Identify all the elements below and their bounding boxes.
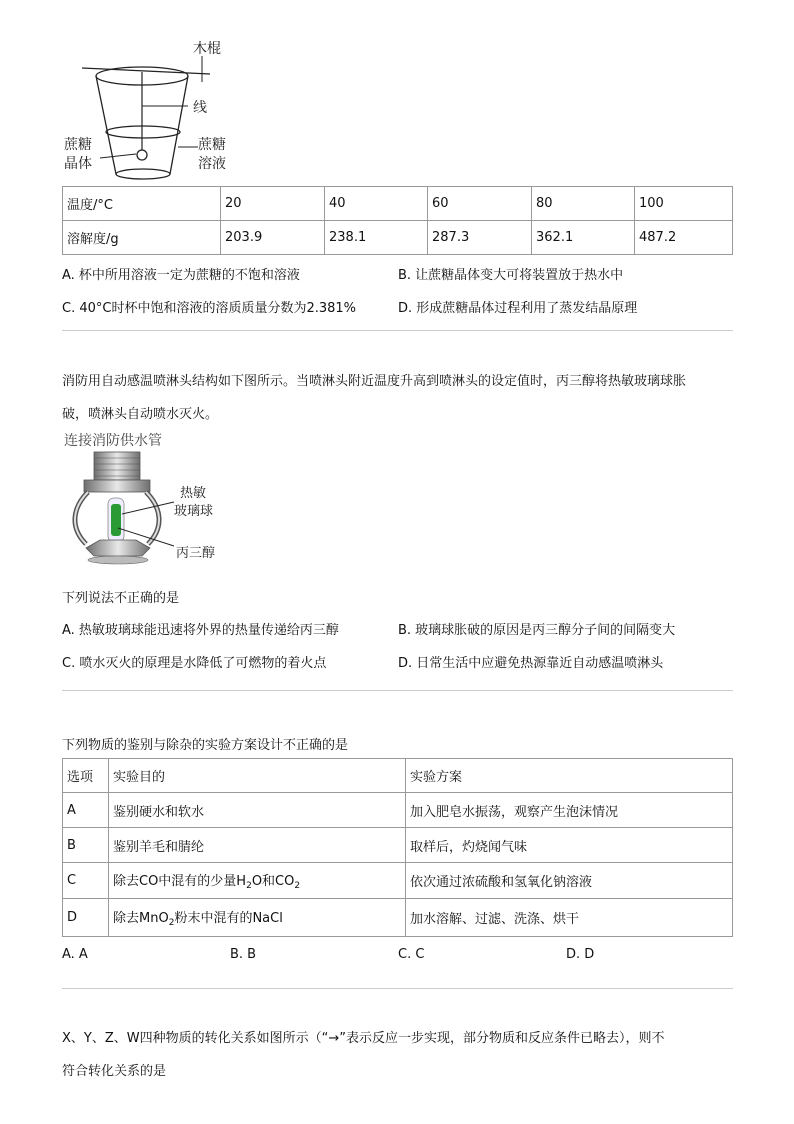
- q1-option-d[interactable]: D. 形成蔗糖晶体过程利用了蒸发结晶原理: [398, 301, 638, 316]
- table-cell: C: [63, 863, 109, 899]
- q3-option-c[interactable]: C. C: [398, 947, 425, 962]
- subscript: 2: [246, 881, 252, 891]
- sprinkler-figure: [70, 448, 180, 578]
- q1-option-a[interactable]: A. 杯中所用溶液一定为蔗糖的不饱和溶液: [62, 268, 300, 283]
- table-cell: 487.2: [635, 221, 733, 255]
- table-cell: 203.9: [221, 221, 325, 255]
- table-cell: 100: [635, 187, 733, 221]
- label-solution-1: 蔗糖: [198, 137, 226, 153]
- table-cell: 鉴别硬水和软水: [109, 793, 406, 828]
- table-cell: [109, 863, 406, 899]
- q3-option-a[interactable]: A. A: [62, 947, 88, 962]
- q2-option-b[interactable]: B. 玻璃球胀破的原因是丙三醇分子间的间隔变大: [398, 623, 676, 638]
- subscript: 2: [168, 918, 175, 928]
- table-row: [63, 221, 733, 255]
- formula-text: O和CO: [251, 874, 295, 889]
- subscript: 2: [294, 881, 301, 891]
- divider: [62, 988, 733, 989]
- table-cell: 温度/°C: [63, 187, 221, 221]
- table-cell: 加水溶解、过滤、洗涤、烘干: [406, 899, 733, 937]
- table-cell: 取样后，灼烧闻气味: [406, 828, 733, 863]
- table-cell: 加入肥皂水振荡，观察产生泡沫情况: [406, 793, 733, 828]
- q1-option-c[interactable]: C. 40°C时杯中饱和溶液的溶质质量分数为2.381%: [62, 301, 357, 316]
- sprinkler-caption: 连接消防供水管: [64, 433, 162, 449]
- table-cell: 80: [532, 187, 635, 221]
- table-cell: 40: [325, 187, 428, 221]
- table-row: [63, 899, 733, 937]
- table-row: [63, 793, 733, 828]
- header-cell: 选项: [63, 759, 109, 793]
- q3-stem: 下列物质的鉴别与除杂的实验方案设计不正确的是: [62, 738, 349, 753]
- formula-text: 除去CO中混有的少量H: [113, 874, 247, 889]
- label-crystal-2: 晶体: [64, 156, 92, 172]
- table-cell: B: [63, 828, 109, 863]
- divider: [62, 330, 733, 331]
- table-cell: 287.3: [428, 221, 532, 255]
- q2-option-c[interactable]: C. 喷水灭火的原理是水降低了可燃物的着火点: [62, 656, 327, 671]
- table-cell: 238.1: [325, 221, 428, 255]
- table-cell: A: [63, 793, 109, 828]
- table-row: [63, 828, 733, 863]
- divider: [62, 690, 733, 691]
- label-glycerol: 丙三醇: [176, 546, 216, 561]
- table-row: [63, 187, 733, 221]
- formula-text: 粉末中混有的NaCl: [174, 911, 283, 926]
- q3-option-d[interactable]: D. D: [566, 947, 595, 962]
- label-stick: 木棍: [193, 41, 221, 57]
- table-row: [63, 863, 733, 899]
- q2-stem-line2: 破，喷淋头自动喷水灭火。: [62, 407, 219, 422]
- table-cell: 鉴别羊毛和腈纶: [109, 828, 406, 863]
- q2-option-a[interactable]: A. 热敏玻璃球能迅速将外界的热量传递给丙三醇: [62, 623, 339, 638]
- table-cell: [109, 899, 406, 937]
- label-thread: 线: [193, 100, 207, 116]
- table-cell: 60: [428, 187, 532, 221]
- q2-question: 下列说法不正确的是: [62, 591, 180, 606]
- label-solution-2: 溶液: [198, 156, 226, 172]
- formula-text: 除去MnO: [113, 911, 169, 926]
- header-cell: 实验方案: [406, 759, 733, 793]
- q4-stem-line2: 符合转化关系的是: [62, 1064, 167, 1079]
- q2-option-d[interactable]: D. 日常生活中应避免热源靠近自动感温喷淋头: [398, 656, 664, 671]
- table-cell: D: [63, 899, 109, 937]
- table-cell: 依次通过浓硫酸和氢氧化钠溶液: [406, 863, 733, 899]
- label-glass-ball-2: 玻璃球: [174, 504, 214, 519]
- q4-stem-line1: X、Y、Z、W四种物质的转化关系如图所示（“→”表示反应一步实现，部分物质和反应条件已略去），则不: [62, 1031, 665, 1046]
- table-cell: 20: [221, 187, 325, 221]
- experiment-table: [62, 758, 733, 937]
- q1-option-b[interactable]: B. 让蔗糖晶体变大可将装置放于热水中: [398, 268, 624, 283]
- solubility-table: [62, 186, 733, 255]
- label-glass-ball-1: 热敏: [180, 486, 207, 501]
- header-cell: 实验目的: [109, 759, 406, 793]
- table-cell: 362.1: [532, 221, 635, 255]
- q2-stem-line1: 消防用自动感温喷淋头结构如下图所示。当喷淋头附近温度升高到喷淋头的设定值时，丙三醇将热敏玻璃球胀: [62, 374, 687, 389]
- q3-option-b[interactable]: B. B: [230, 947, 257, 962]
- table-cell: 溶解度/g: [63, 221, 221, 255]
- label-crystal-1: 蔗糖: [64, 137, 92, 153]
- table-header-row: [63, 759, 733, 793]
